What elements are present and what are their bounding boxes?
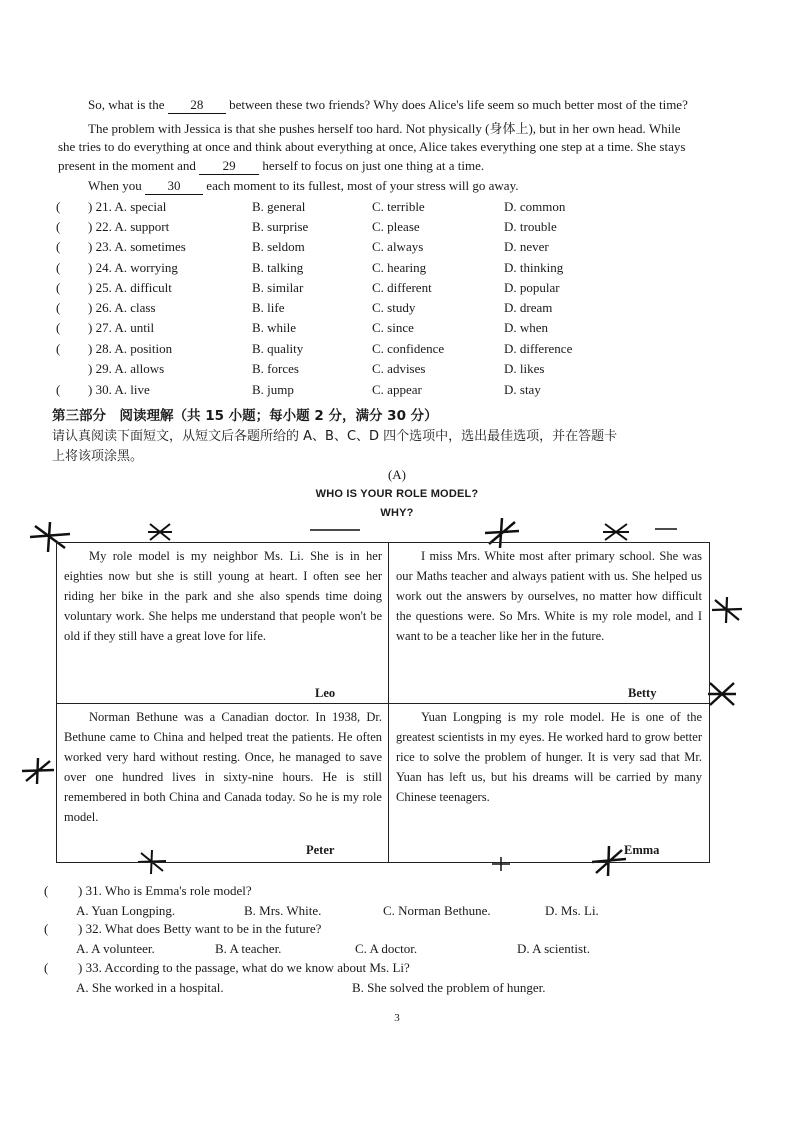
option-b[interactable]: B. surprise	[252, 219, 309, 234]
option-b[interactable]: B. life	[252, 300, 285, 315]
page-number: 3	[394, 1012, 400, 1024]
option-d[interactable]: D. never	[504, 239, 549, 254]
cell-emma	[390, 705, 708, 809]
question-33: ) 33. According to the passage, what do we know about Ms. Li?	[78, 960, 410, 975]
blank-30: 30	[145, 178, 203, 195]
q31-option-d[interactable]: D. Ms. Li.	[545, 903, 599, 918]
q32-option-c[interactable]: C. A doctor.	[355, 941, 418, 956]
option-c[interactable]: C. please	[372, 219, 420, 234]
option-d[interactable]: D. thinking	[504, 260, 564, 275]
option-d[interactable]: D. difference	[504, 341, 573, 356]
option-row	[56, 361, 756, 381]
option-d[interactable]: D. likes	[504, 361, 545, 376]
question-number-option-a[interactable]: ) 23. A. sometimes	[88, 239, 186, 254]
star-icon	[712, 597, 742, 623]
q33-option-a[interactable]: A. She worked in a hospital.	[76, 980, 224, 995]
option-b[interactable]: B. similar	[252, 280, 304, 295]
option-d[interactable]: D. dream	[504, 300, 553, 315]
option-c[interactable]: C. hearing	[372, 260, 427, 275]
option-d[interactable]: D. popular	[504, 280, 560, 295]
passage-line-5	[88, 178, 519, 195]
option-d[interactable]: D. common	[504, 199, 566, 214]
answer-paren: (	[56, 341, 61, 356]
question-number-option-a[interactable]: ) 30. A. live	[88, 382, 150, 397]
option-c[interactable]: C. always	[372, 239, 424, 254]
cell-text: Yuan Longping is my role model. He is one of the greatest scientists in my eyes. He worked hard to grow better rice to solve the problem of hunger. It is very sad that Mr. Yuan has left us, but his dreams will be carried by many Chinese teenagers.	[396, 710, 702, 804]
answer-paren: (	[44, 883, 49, 898]
answer-paren: (	[56, 320, 61, 335]
q31-option-a[interactable]: A. Yuan Longping.	[76, 903, 176, 918]
passage-text: present in the moment and	[58, 158, 196, 173]
option-row	[56, 341, 756, 361]
option-b[interactable]: B. general	[252, 199, 306, 214]
section-title: 第三部分 阅读理解（共 15 小题；每小题 2 分，满分 30 分）	[52, 408, 438, 424]
option-d[interactable]: D. when	[504, 320, 549, 335]
answer-paren: (	[44, 960, 49, 975]
dash-mark-icon	[310, 527, 360, 533]
option-row	[56, 219, 756, 239]
q32-option-d[interactable]: D. A scientist.	[517, 941, 590, 956]
question-number-option-a[interactable]: ) 21. A. special	[88, 199, 167, 214]
option-row	[56, 260, 756, 280]
q32-option-b[interactable]: B. A teacher.	[215, 941, 282, 956]
passage-text: So, what is the	[88, 97, 165, 112]
section-instruction-1: 请认真阅读下面短文，从短文后各题所给的 A、B、C、D 四个选项中，选出最佳选项，并在答题卡	[52, 429, 618, 444]
blank-29: 29	[199, 158, 259, 175]
reading-subheading: WHY?	[380, 507, 414, 519]
section-instruction-2: 上将该项涂黑。	[52, 449, 144, 464]
passage-label: (A)	[387, 467, 407, 482]
option-row	[56, 239, 756, 259]
option-c[interactable]: C. appear	[372, 382, 422, 397]
option-c[interactable]: C. since	[372, 320, 414, 335]
cell-peter	[58, 705, 388, 829]
q31-option-b[interactable]: B. Mrs. White.	[244, 903, 322, 918]
name-leo: Leo	[315, 686, 336, 700]
passage-text: between these two friends? Why does Alice's life seem so much better most of the time?	[229, 97, 688, 112]
question-number-option-a[interactable]: ) 27. A. until	[88, 320, 155, 335]
answer-paren: (	[56, 382, 61, 397]
option-d[interactable]: D. trouble	[504, 219, 557, 234]
star-icon	[708, 681, 736, 707]
option-b[interactable]: B. forces	[252, 361, 299, 376]
cell-text: Norman Bethune was a Canadian doctor. In 1938, Dr. Bethune came to China and helped treat the patients. He often worked very hard without resting. Once, he managed to save over one hundred lives in sixty-nine hours. He is still remembered in both China and Canada today. So he is my role model.	[64, 710, 382, 824]
name-betty: Betty	[628, 686, 657, 700]
passage-text: each moment to its fullest, most of your stress will go away.	[206, 178, 519, 193]
passage-line-3: she tries to do everything at once and think about everything at once, Alice takes everything one step at a time. She stays	[58, 139, 686, 154]
answer-paren: (	[56, 260, 61, 275]
option-d[interactable]: D. stay	[504, 382, 541, 397]
blank-28: 28	[168, 97, 226, 114]
option-b[interactable]: B. jump	[252, 382, 294, 397]
option-c[interactable]: C. confidence	[372, 341, 445, 356]
option-row	[56, 382, 756, 402]
q31-option-c[interactable]: C. Norman Bethune.	[383, 903, 491, 918]
passage-line-4	[58, 158, 484, 175]
passage-line-2: The problem with Jessica is that she pushes herself too hard. Not physically (身体上), but in her own head. While	[88, 121, 681, 136]
question-number-option-a[interactable]: ) 24. A. worrying	[88, 260, 178, 275]
option-b[interactable]: B. while	[252, 320, 297, 335]
q32-option-a[interactable]: A. A volunteer.	[76, 941, 155, 956]
passage-text: herself to focus on just one thing at a time.	[262, 158, 485, 173]
passage-line-1	[88, 97, 688, 114]
star-icon	[148, 522, 172, 542]
option-row	[56, 280, 756, 300]
question-31: ) 31. Who is Emma's role model?	[78, 883, 252, 898]
answer-paren: (	[56, 239, 61, 254]
reading-heading: WHO IS YOUR ROLE MODEL?	[315, 488, 479, 500]
question-number-option-a[interactable]: ) 28. A. position	[88, 341, 173, 356]
question-number-option-a[interactable]: ) 25. A. difficult	[88, 280, 172, 295]
cell-text: My role model is my neighbor Ms. Li. She is in her eighties now but she is still young at heart. I often see her riding her bike in the park and she also spends time doing voluntary work. She helps me understand that people won't be old if they still have a great love for life.	[64, 549, 382, 643]
star-icon	[603, 522, 629, 542]
question-32: ) 32. What does Betty want to be in the future?	[78, 921, 322, 936]
option-b[interactable]: B. quality	[252, 341, 304, 356]
table-divider-horizontal	[56, 703, 710, 704]
option-c[interactable]: C. study	[372, 300, 416, 315]
answer-paren: (	[44, 921, 49, 936]
question-number-option-a[interactable]: ) 22. A. support	[88, 219, 170, 234]
option-b[interactable]: B. talking	[252, 260, 304, 275]
passage-text: When you	[88, 178, 142, 193]
question-number-option-a[interactable]: ) 29. A. allows	[88, 361, 165, 376]
star-icon	[22, 758, 54, 784]
name-emma: Emma	[624, 843, 660, 857]
dash-mark-icon	[655, 526, 677, 532]
question-number-option-a[interactable]: ) 26. A. class	[88, 300, 156, 315]
option-c[interactable]: C. different	[372, 280, 432, 295]
cell-text: I miss Mrs. White most after primary school. She was our Maths teacher and always patient with us. She helped us work out the answers by ourselves, no matter how difficult the questions were. So Mrs. White is my role model, and I want to be a teacher like her in the future.	[396, 549, 702, 643]
answer-paren: (	[56, 219, 61, 234]
cell-betty	[390, 544, 708, 648]
option-row	[56, 320, 756, 340]
name-peter: Peter	[306, 843, 335, 857]
answer-paren: (	[56, 199, 61, 214]
option-row	[56, 300, 756, 320]
cell-leo	[58, 544, 388, 648]
answer-paren: (	[56, 280, 61, 295]
option-c[interactable]: C. terrible	[372, 199, 425, 214]
answer-paren: (	[56, 300, 61, 315]
option-b[interactable]: B. seldom	[252, 239, 305, 254]
option-row	[56, 199, 756, 219]
q33-option-b[interactable]: B. She solved the problem of hunger.	[352, 980, 546, 995]
option-c[interactable]: C. advises	[372, 361, 426, 376]
